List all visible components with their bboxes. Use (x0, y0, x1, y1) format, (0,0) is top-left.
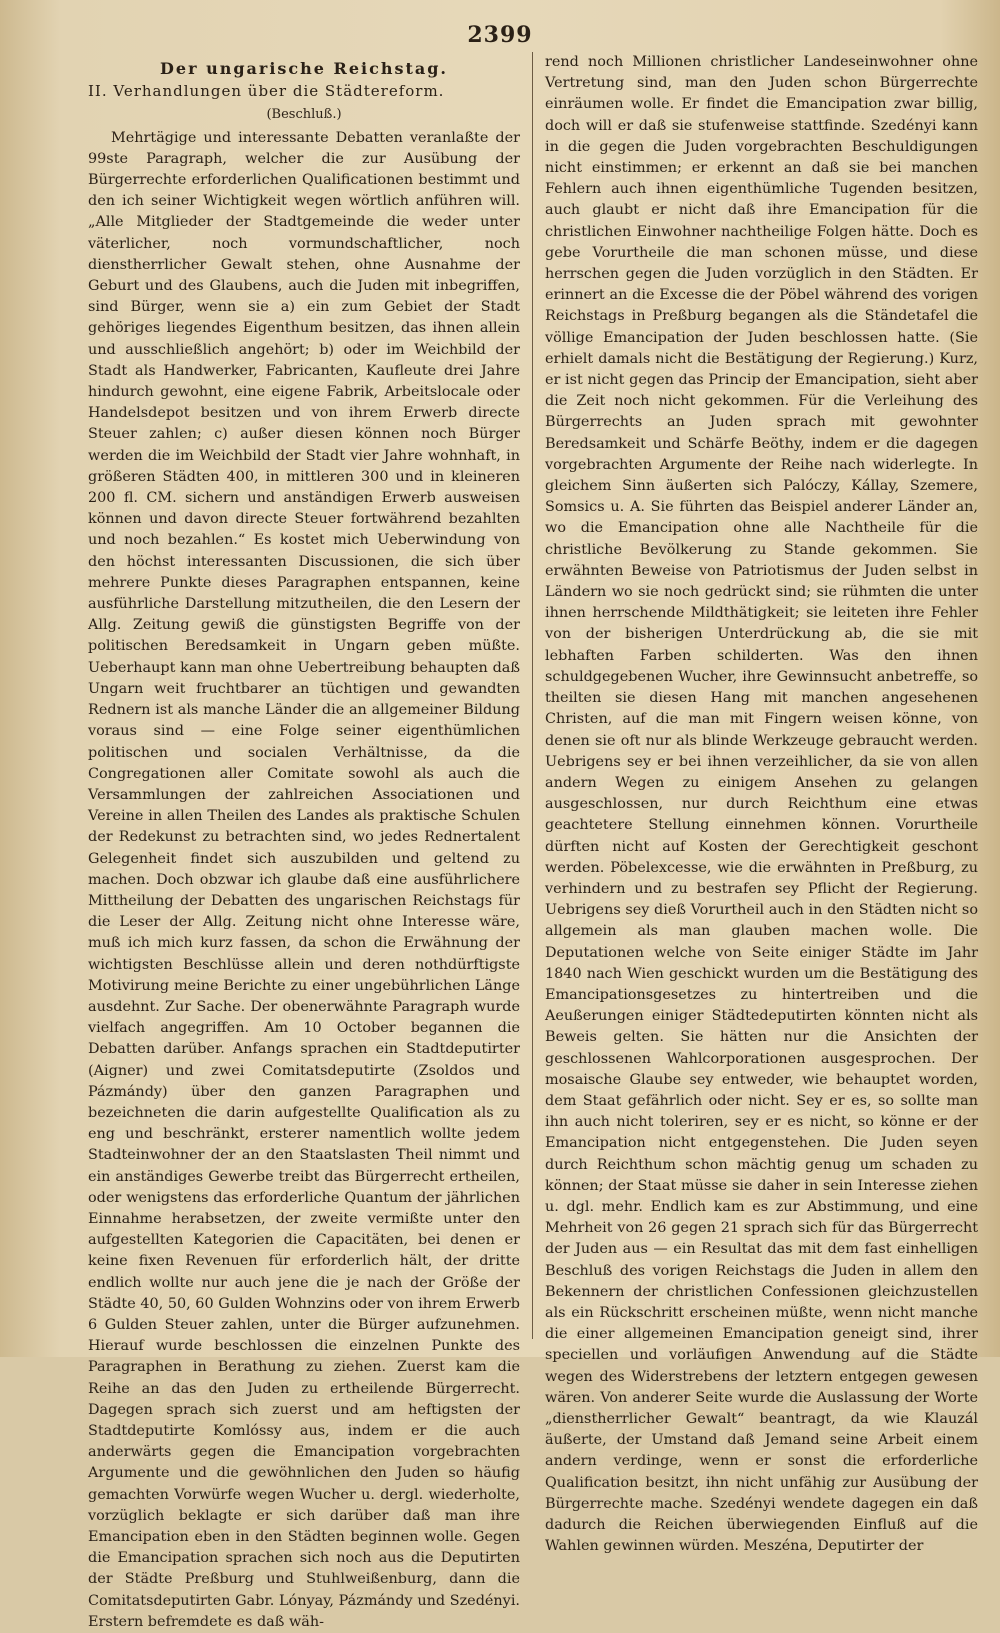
right-column-text: rend noch Millionen christlicher Landeseinwohner ohne Vertretung sind, man den Juden schon Bürgerrechte einräumen wolle. Er findet die Emancipation zwar billig, doch will er daß sie stufenweise stattfinde. Szedényi kann in die gegen die Juden vorgebrachten Beschuldigungen nicht einstimmen; er erkennt an daß sie bei manchen Fehlern auch ihnen eigenthümliche Tugenden besitzen, auch glaubt er nicht daß ihre Emancipation für die christlichen Einwohner nachtheilige Folgen hätte. Doch es gebe Vorurtheile die man schonen müsse, und diese herrschen gegen die Juden vorzüglich in den Städten. Er erinnert an die Excesse die der Pöbel während des vorigen Reichstags in Preßburg begangen als die Ständetafel die völlige Emancipation der Juden beschlossen hatte. (Sie erhielt damals nicht die Bestätigung der Regierung.) Kurz, er ist nicht gegen das Princip der Emancipation, sieht aber die Zeit noch nicht gekommen. Für die Verleihung des Bürgerrechts an Juden sprach mit gewohnter Beredsamkeit und Schärfe Beöthy, indem er die dagegen vorgebrachten Argumente der Reihe nach widerlegte. In gleichem Sinn äußerten sich Palóczy, Kállay, Szemere, Somsics u. A. Sie führten das Beispiel anderer Länder an, wo die Emancipation ohne alle Nachtheile für die christliche Bevölkerung zu Stande gekommen. Sie erwähnten Beweise von Patriotismus der Juden selbst in Ländern wo sie noch gedrückt sind; sie rühmten die unter ihnen herrschende Mildthätigkeit; sie leiteten ihre Fehler von der bisherigen Unterdrückung ab, die sie mit lebhaften Farben schilderten. Was den ihnen schuldgegebenen Wucher, ihre Gewinnsucht anbetreffe, so theilten sie diesen Hang mit manchen angesehenen Christen, auf die man mit Fingern weisen könne, von denen sie oft nur als blinde Werkzeuge gebraucht werden. Uebrigens sey er bei ihnen verzeihlicher, da sie von allen andern Wegen zu einigem Ansehen zu gelangen ausgeschlossen, nur durch Reichthum eine etwas geachtetere Stellung einnehmen können. Vorurtheile dürften nicht auf Kosten der Gerechtigkeit geschont werden. Pöbelexcesse, wie die erwähnten in Preßburg, zu verhindern und zu bestrafen sey Pflicht der Regierung. Uebrigens sey dieß Vorurtheil auch in den Städten nicht so allgemein als man glauben machen wolle. Die Deputationen welche von Seite einiger Städte im Jahr 1840 nach Wien geschickt wurden um die Bestätigung des Emancipationsgesetzes zu hintertreiben und die Aeußerungen einiger Städtedeputirten könnten nicht als Beweis gelten. Sie hätten nur die Ansichten der geschlossenen Wahlcorporationen ausgesprochen. Der mosaische Glaube sey entweder, wie behauptet worden, dem Staat gefährlich oder nicht. Sey er es, so sollte man ihn auch nicht toleriren, sey er es nicht, so könne er der Emancipation nicht entgegenstehen. Die Juden seyen durch Reichthum schon mächtig genug um schaden zu können; der Staat müsse sie daher in sein Interesse ziehen u. dgl. mehr. Endlich kam es zur Abstimmung, und eine Mehrheit von 26 gegen 21 sprach sich für das Bürgerrecht der Juden aus — ein Resultat das mit dem fast einhelligen Beschluß des vorigen Reichstags die Juden in allem den Bekennern der christlichen Confessionen gleichzustellen als ein Rückschritt erscheinen müßte, wenn nicht manche die einer allgemeinen Emancipation geneigt sind, ihrer speciellen und vorläufigen Anwendung auf die Städte wegen des Widerstrebens der letztern entgegen gewesen wären. Von anderer Seite wurde die Auslassung der Worte „dienstherrlicher Gewalt“ beantragt, da wie Klauzál äußerte, der Umstand daß Jemand seine Arbeit einem andern verdinge, wenn er sonst die erforderliche Qualification besitzt, ihn nicht unfähig zur Ausübung der Bürgerrechte mache. Szedényi wendete dagegen ein daß dadurch die Reichen überwiegenden Einfluß auf die Wahlen gewinnen würden. Meszéna, Deputirter der (545, 54, 978, 1555)
right-column (533, 52, 978, 1555)
article-title: Der ungarische Reichstag. (160, 59, 448, 78)
text-columns (88, 52, 978, 1630)
article-subtitle: II. Verhandlungen über die Städtereform. (88, 82, 445, 101)
left-column (88, 52, 533, 1630)
article-note: (Beschluß.) (266, 107, 342, 123)
page-number: 2399 (467, 22, 533, 48)
left-column-text: Mehrtägige und interessante Debatten veranlaßte der 99ste Paragraph, welcher die zur Ausübung der Bürgerrechte erforderlichen Qualificationen bestimmt und den ich seiner Wichtigkeit wegen wörtlich anführen will. „Alle Mitglieder der Stadtgemeinde die weder unter väterlicher, noch vormundschaftlicher, noch dienstherrlicher Gewalt stehen, ohne Ausnahme der Geburt und des Glaubens, auch die Juden mit inbegriffen, sind Bürger, wenn sie a) ein zum Gebiet der Stadt gehöriges liegendes Eigenthum besitzen, das ihnen allein und ausschließlich angehört; b) oder im Weichbild der Stadt als Handwerker, Fabricanten, Kaufleute drei Jahre hindurch gewohnt, eine eigene Fabrik, Arbeitslocale oder Handelsdepot besitzen und von ihrem Erwerb directe Steuer zahlen; c) außer diesen können noch Bürger werden die im Weichbild der Stadt vier Jahre wohnhaft, in größeren Städten 400, in mittleren 300 und in kleineren 200 fl. CM. sichern und anständigen Erwerb ausweisen können und davon directe Steuer fortwährend bezahlten und noch bezahlen.“ Es kostet mich Ueberwindung von den höchst interessanten Discussionen, die sich über mehrere Punkte dieses Paragraphen entspannen, keine ausführliche Darstellung mitzutheilen, die den Lesern der Allg. Zeitung gewiß die günstigsten Begriffe von der politischen Beredsamkeit in Ungarn geben müßte. Ueberhaupt kann man ohne Uebertreibung behaupten daß Ungarn weit fruchtbarer an tüchtigen und gewandten Rednern ist als manche Länder die an allgemeiner Bildung voraus sind — eine Folge seiner eigenthümlichen politischen und socialen Verhältnisse, da die Congregationen aller Comitate sowohl als auch die Versammlungen der zahlreichen Associationen und Vereine in allen Theilen des Landes als praktische Schulen der Redekunst zu betrachten sind, wo jedes Rednertalent Gelegenheit findet sich auszubilden und geltend zu machen. Doch obzwar ich glaube daß eine ausführlichere Mittheilung der Debatten des ungarischen Reichstags für die Leser der Allg. Zeitung nicht ohne Interesse wäre, muß ich mich kurz fassen, da schon die Erwähnung der wichtigsten Beschlüsse allein und deren nothdürftigste Motivirung meine Berichte zu einer ungebührlichen Länge ausdehnt. Zur Sache. Der obenerwähnte Paragraph wurde vielfach angegriffen. Am 10 October begannen die Debatten darüber. Anfangs sprachen ein Stadtdeputirter (Aigner) und zwei Comitatsdeputirte (Zsoldos und Pázmándy) über den ganzen Paragraphen und bezeichneten die darin aufgestellte Qualification als zu eng und beschränkt, ersterer namentlich wollte jedem Stadteinwohner der an den Staatslasten Theil nimmt und ein anständiges Gewerbe treibt das Bürgerrecht ertheilen, oder wenigstens das erforderliche Quantum der jährlichen Einnahme herabsetzen, der zweite vermißte unter den aufgestellten Kategorien die Capacitäten, bei denen er keine fixen Revenuen für erforderlich hält, der dritte endlich wollte nur auch jene die je nach der Größe der Städte 40, 50, 60 Gulden Wohnzins oder von ihrem Erwerb 6 Gulden Steuer zahlen, unter die Bürger aufzunehmen. Hierauf wurde beschlossen die einzelnen Punkte des Paragraphen in Berathung zu ziehen. Zuerst kam die Reihe an das den Juden zu ertheilende Bürgerrecht. Dagegen sprach sich zuerst und am heftigsten der Stadtdeputirte Komlóssy aus, indem er die auch anderwärts gegen die Emancipation vorgebrachten Argumente und die gewöhnlichen den Juden so häufig gemachten Vorwürfe wegen Wucher u. dergl. wiederholte, vorzüglich beklagte er sich darüber daß man ihre Emancipation eben in den Städten beginnen wolle. Gegen die Emancipation sprachen sich noch aus die Deputirten der Städte Preßburg und Stuhlweißenburg, dann die Comitatsdeputirten Gabr. Lónyay, Pázmándy und Szedényi. Erstern befremdete es daß wäh- (88, 129, 520, 1630)
